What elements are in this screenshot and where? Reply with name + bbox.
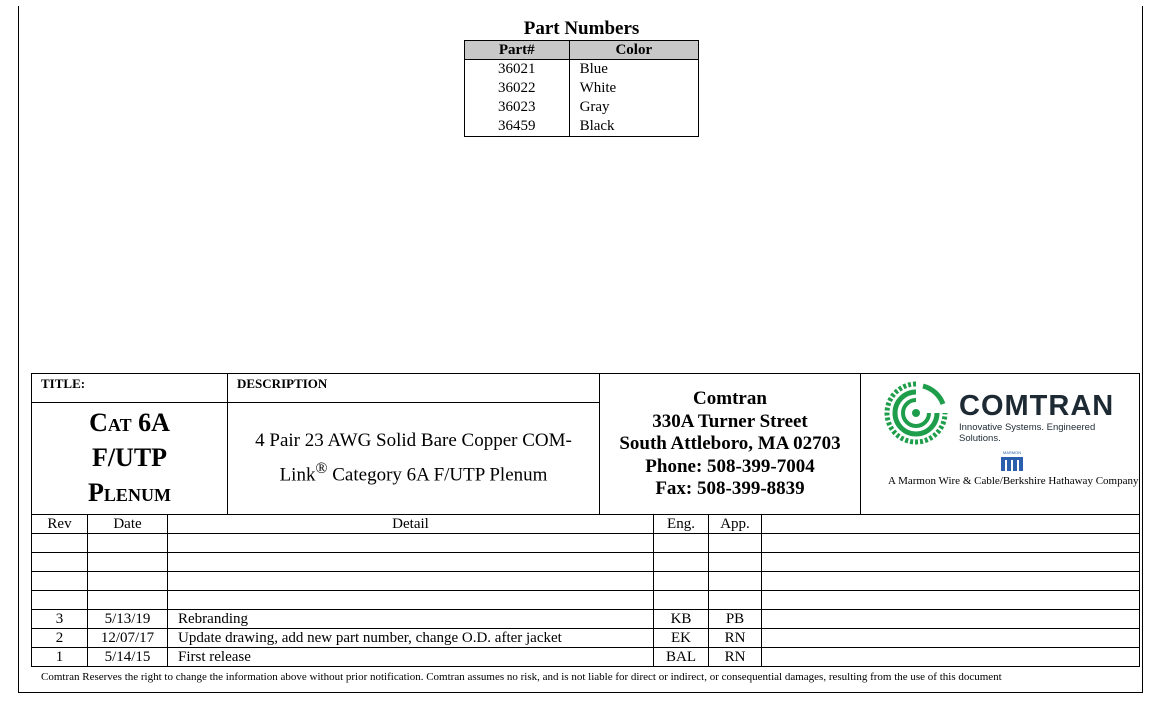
blank-cell [762,629,1140,648]
eng-cell [654,572,709,591]
blank-cell [762,553,1140,572]
app-cell [709,591,762,610]
address-line: 330A Turner Street [652,410,808,432]
description-label: DESCRIPTION [228,374,600,403]
product-title-line: Plenum [88,478,171,507]
date-cell [88,553,168,572]
address-line: Fax: 508-399-8839 [655,478,805,499]
address-line: Comtran [693,388,767,409]
part-header: Part# [465,41,570,60]
blank-header [762,515,1140,534]
revision-table [31,514,1140,667]
product-title-line: F/UTP [91,443,168,472]
part-numbers-title: Part Numbers [523,18,640,39]
title-label: TITLE: [32,374,228,403]
color-cell: Blue [569,60,698,80]
part-number-cell: 36021 [465,60,570,80]
app-cell: PB [709,610,762,629]
app-cell [709,553,762,572]
rev-cell: 1 [32,648,88,667]
table-row [465,79,699,98]
date-cell: 5/14/15 [88,648,168,667]
marmon-logo-icon [999,449,1029,473]
detail-cell: Update drawing, add new part number, change O.D. after jacket [168,629,654,648]
eng-cell [654,591,709,610]
blank-cell [762,610,1140,629]
rev-cell: 3 [32,610,88,629]
detail-header: Detail [168,515,654,534]
blank-cell [762,648,1140,667]
table-row [465,117,699,137]
blank-cell [762,591,1140,610]
date-cell: 5/13/19 [88,610,168,629]
detail-cell [168,591,654,610]
detail-cell: Rebranding [168,610,654,629]
rev-header: Rev [32,515,88,534]
blank-cell [762,572,1140,591]
table-row [32,629,1140,648]
description-text: 4 Pair 23 AWG Solid Bare Copper COM-Link [255,430,572,486]
company-logo [861,374,1139,514]
rev-cell [32,534,88,553]
detail-cell [168,572,654,591]
brand-tagline: Innovative Systems. Engineered Solutions. [959,422,1096,444]
app-cell: RN [709,629,762,648]
color-cell: Black [569,117,698,137]
table-row [32,534,1140,553]
product-description [228,403,600,514]
marmon-mark-text: MARMON [1002,450,1022,455]
date-cell [88,572,168,591]
detail-cell [168,534,654,553]
part-numbers-header-row [465,41,699,60]
table-row [32,591,1140,610]
color-header: Color [569,41,698,60]
address-line: South Attleboro, MA 02703 [619,433,841,454]
date-cell: 12/07/17 [88,629,168,648]
comtran-ring-icon [883,380,949,446]
parent-company: A Marmon Wire & Cable/Berkshire Hathaway Company [888,475,1139,487]
table-row [32,553,1140,572]
rev-cell [32,591,88,610]
color-cell: Gray [569,98,698,117]
blank-cell [762,534,1140,553]
part-number-cell: 36459 [465,117,570,137]
eng-header: Eng. [654,515,709,534]
part-numbers-table [464,40,699,137]
address-line: Phone: 508-399-7004 [645,455,815,477]
app-header: App. [709,515,762,534]
disclaimer-text: Comtran Reserves the right to change the information above without prior notification. Comtran assumes no risk, and is not liable for direct or indirect, or consequential damages, resulting from the use of this document [41,671,1002,683]
eng-cell [654,534,709,553]
product-title [32,403,228,514]
eng-cell: BAL [654,648,709,667]
color-cell: White [569,79,698,98]
eng-cell [654,553,709,572]
registered-mark: ® [315,460,328,478]
table-row [32,610,1140,629]
app-cell [709,572,762,591]
app-cell: RN [709,648,762,667]
revision-header-row [32,515,1140,534]
eng-cell: KB [654,610,709,629]
part-number-cell: 36023 [465,98,570,117]
table-row [465,98,699,117]
company-address [600,374,861,514]
title-block [31,373,1140,515]
product-title-line: Cat 6A [89,408,170,437]
table-row [465,60,699,80]
rev-cell: 2 [32,629,88,648]
date-cell [88,534,168,553]
rev-cell [32,572,88,591]
table-row [32,648,1140,667]
rev-cell [32,553,88,572]
date-cell [88,591,168,610]
detail-cell: First release [168,648,654,667]
table-row [32,572,1140,591]
app-cell [709,534,762,553]
brand-name: COMTRAN [959,390,1115,422]
description-text-end: Category 6A F/UTP Plenum [327,464,548,486]
detail-cell [168,553,654,572]
eng-cell: EK [654,629,709,648]
part-number-cell: 36022 [465,79,570,98]
date-header: Date [88,515,168,534]
